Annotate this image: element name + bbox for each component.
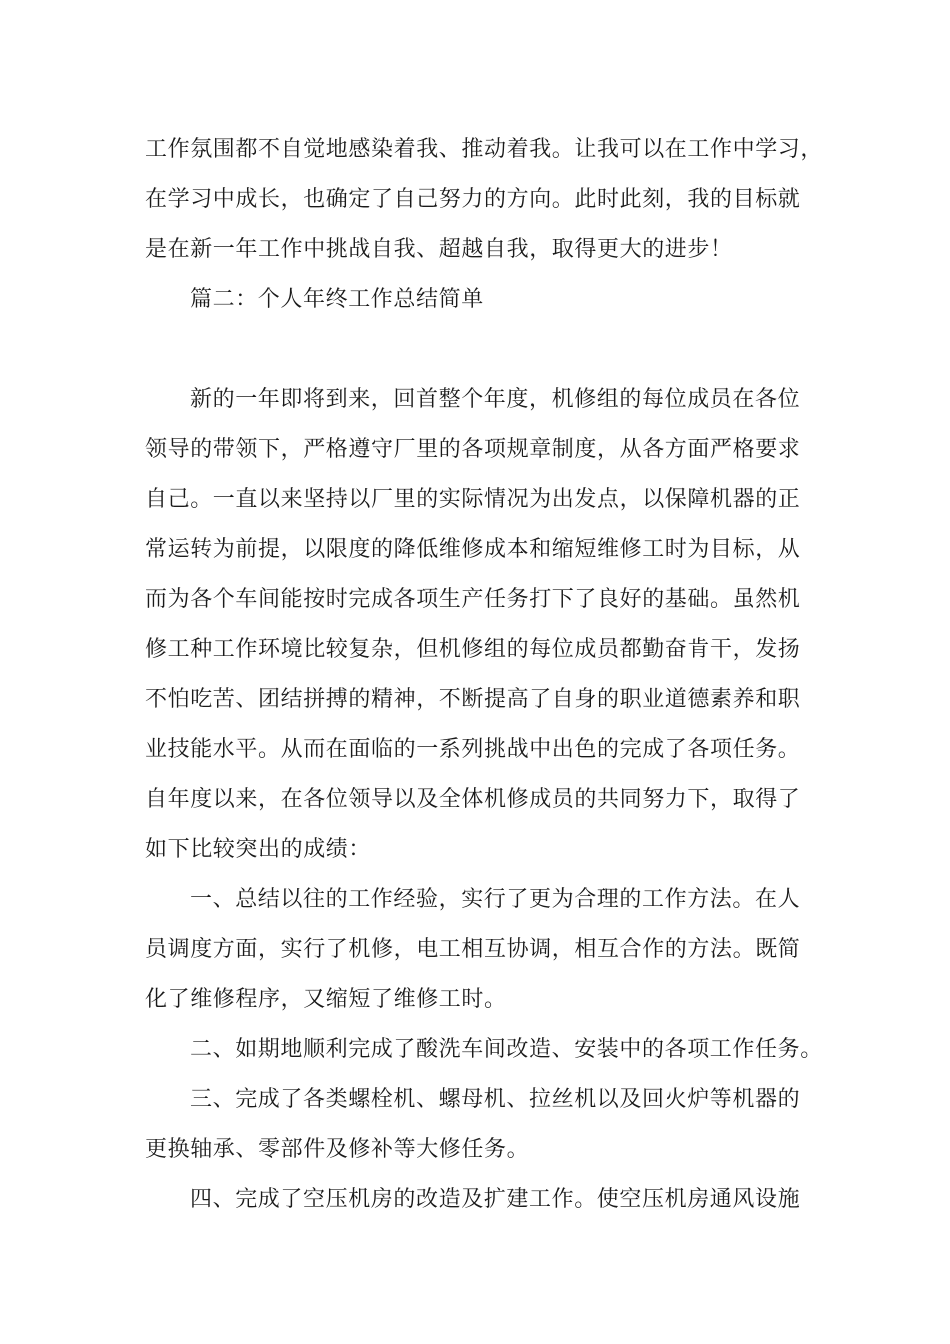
text-line: 员调度方面，实行了机修，电工相互协调，相互合作的方法。既简 bbox=[145, 937, 801, 962]
text-line: 工作氛围都不自觉地感染着我、推动着我。让我可以在工作中学习， bbox=[145, 137, 824, 162]
text-line: 如下比较突出的成绩： bbox=[145, 837, 372, 862]
text-line: 二、如期地顺利完成了酸洗车间改造、安装中的各项工作任务。 bbox=[190, 1037, 823, 1062]
text-line: 三、完成了各类螺栓机、螺母机、拉丝机以及回火炉等机器的 bbox=[190, 1087, 801, 1112]
text-line: 四、完成了空压机房的改造及扩建工作。使空压机房通风设施 bbox=[190, 1187, 801, 1212]
text-line: 修工种工作环境比较复杂，但机修组的每位成员都勤奋肯干，发扬 bbox=[145, 637, 801, 662]
text-line: 更换轴承、零部件及修补等大修任务。 bbox=[145, 1137, 530, 1162]
text-line: 不怕吃苦、团结拼搏的精神，不断提高了自身的职业道德素养和职 bbox=[145, 687, 801, 712]
text-line: 领导的带领下，严格遵守厂里的各项规章制度，从各方面严格要求 bbox=[145, 437, 801, 462]
text-line: 常运转为前提，以限度的降低维修成本和缩短维修工时为目标，从 bbox=[145, 537, 801, 562]
text-line: 业技能水平。从而在面临的一系列挑战中出色的完成了各项任务。 bbox=[145, 737, 801, 762]
text-line: 在学习中成长，也确定了自己努力的方向。此时此刻，我的目标就 bbox=[145, 187, 801, 212]
text-line: 化了维修程序，又缩短了维修工时。 bbox=[145, 987, 507, 1012]
text-line: 自年度以来，在各位领导以及全体机修成员的共同努力下，取得了 bbox=[145, 787, 801, 812]
text-line: 是在新一年工作中挑战自我、超越自我，取得更大的进步！ bbox=[145, 237, 733, 262]
text-line: 而为各个车间能按时完成各项生产任务打下了良好的基础。虽然机 bbox=[145, 587, 801, 612]
text-line: 自己。一直以来坚持以厂里的实际情况为出发点，以保障机器的正 bbox=[145, 487, 801, 512]
text-line: 新的一年即将到来，回首整个年度，机修组的每位成员在各位 bbox=[190, 387, 801, 412]
text-line: 一、总结以往的工作经验，实行了更为合理的工作方法。在人 bbox=[190, 887, 801, 912]
section-heading: 篇二：个人年终工作总结简单 bbox=[190, 287, 484, 312]
